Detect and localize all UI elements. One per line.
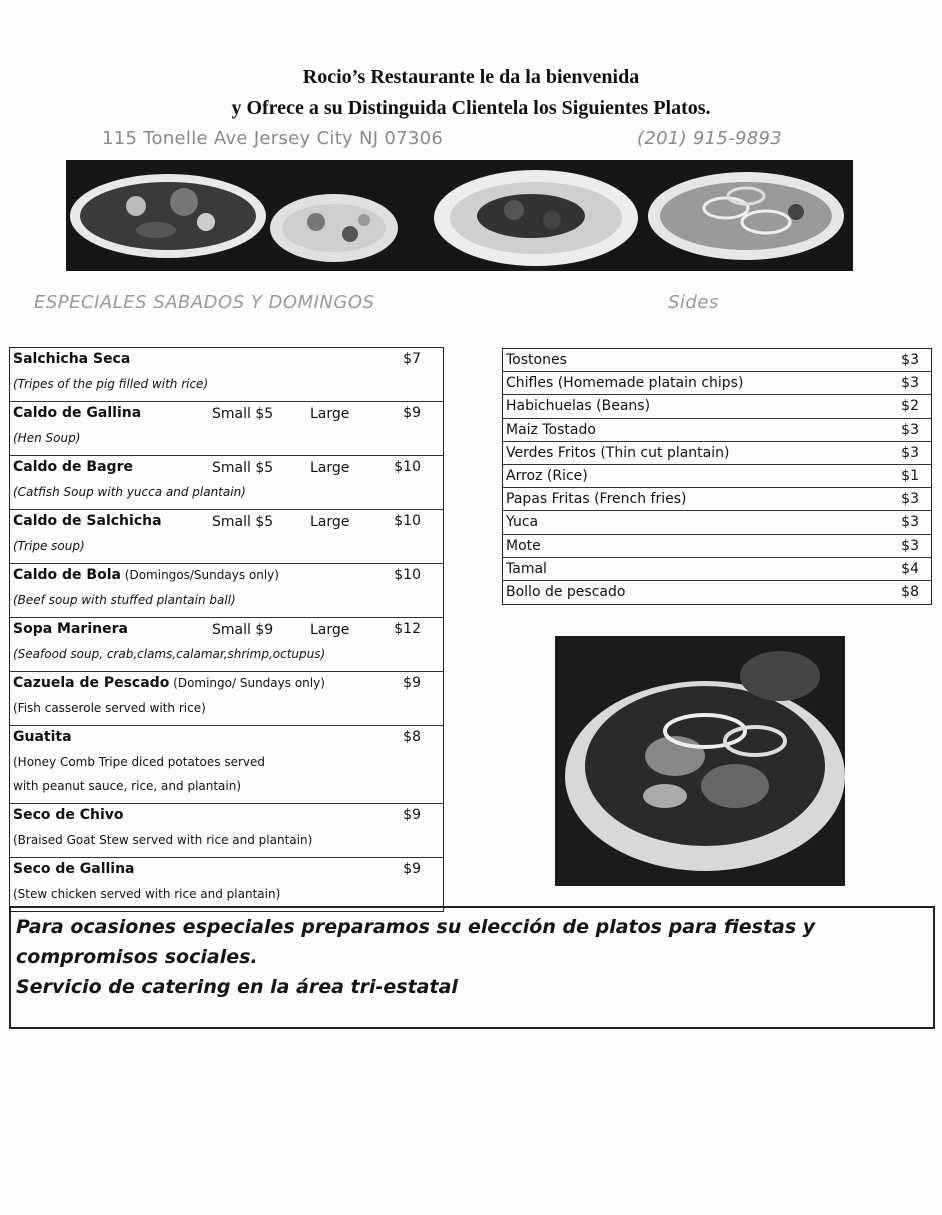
special-price: $9 bbox=[403, 861, 421, 877]
special-description bbox=[10, 426, 443, 455]
special-item bbox=[10, 672, 443, 726]
special-price: $9 bbox=[403, 405, 421, 421]
special-large-label: Large bbox=[310, 460, 350, 476]
special-price: $10 bbox=[394, 459, 421, 475]
special-description bbox=[10, 750, 443, 803]
special-description bbox=[10, 588, 443, 617]
special-name: Cazuela de Pescado (Domingo/ Sundays only) bbox=[13, 675, 325, 691]
special-description-line: (Seafood soup, crab,clams,calamar,shrimp,octupus) bbox=[13, 647, 326, 661]
special-description-line: (Tripe soup) bbox=[13, 539, 85, 553]
side-price: $1 bbox=[901, 467, 919, 484]
side-item bbox=[503, 558, 931, 581]
side-price: $3 bbox=[901, 375, 919, 392]
special-name: Caldo de Bagre bbox=[13, 459, 133, 475]
special-price: $10 bbox=[394, 513, 421, 529]
special-large-label: Large bbox=[310, 514, 350, 530]
side-item bbox=[503, 511, 931, 534]
special-name: Caldo de Gallina bbox=[13, 405, 142, 421]
special-large-label: Large bbox=[310, 622, 350, 638]
special-price: $9 bbox=[403, 675, 421, 691]
special-description-line: (Braised Goat Stew served with rice and plantain) bbox=[13, 833, 313, 847]
special-note: (Domingo/ Sundays only) bbox=[169, 676, 325, 690]
special-price: $12 bbox=[394, 621, 421, 637]
special-description bbox=[10, 534, 443, 563]
catering-line1: Para ocasiones especiales preparamos su elección de platos para fiestas y bbox=[16, 916, 816, 938]
special-small-price: Small $5 bbox=[212, 460, 274, 476]
side-name: Habichuelas (Beans) bbox=[506, 398, 651, 415]
special-name: Caldo de Salchicha bbox=[13, 513, 162, 529]
special-item bbox=[10, 726, 443, 804]
food-banner-image bbox=[66, 160, 853, 271]
side-name: Mote bbox=[506, 537, 541, 554]
catering-line3: Servicio de catering en la área tri-estatal bbox=[16, 976, 458, 998]
side-price: $3 bbox=[901, 421, 919, 438]
special-name: Caldo de Bola (Domingos/Sundays only) bbox=[13, 567, 279, 583]
side-name: Papas Fritas (French fries) bbox=[506, 491, 687, 508]
special-description bbox=[10, 642, 443, 671]
special-description-line: (Hen Soup) bbox=[13, 431, 81, 445]
side-item bbox=[503, 395, 931, 418]
special-item bbox=[10, 858, 443, 911]
side-item bbox=[503, 442, 931, 465]
special-name: Seco de Gallina bbox=[13, 861, 135, 877]
side-name: Tostones bbox=[506, 352, 567, 368]
sides-table bbox=[502, 348, 932, 605]
side-name: Chifles (Homemade platain chips) bbox=[506, 375, 744, 392]
restaurant-phone: (201) 915-9893 bbox=[637, 128, 782, 149]
header-title-line2: y Ofrece a su Distinguida Clientela los Siguientes Platos. bbox=[231, 97, 711, 119]
special-description-line: with peanut sauce, rice, and plantain) bbox=[13, 779, 242, 793]
special-price: $10 bbox=[394, 567, 421, 583]
special-price: $7 bbox=[403, 351, 421, 367]
special-small-price: Small $9 bbox=[212, 622, 274, 638]
side-name: Verdes Fritos (Thin cut plantain) bbox=[506, 444, 730, 461]
special-item bbox=[10, 618, 443, 672]
special-price: $9 bbox=[403, 807, 421, 823]
side-price: $3 bbox=[901, 444, 919, 461]
catering-note bbox=[9, 906, 935, 1029]
side-item bbox=[503, 419, 931, 442]
special-name: Guatita bbox=[13, 729, 72, 745]
special-name: Sopa Marinera bbox=[13, 621, 128, 637]
special-price: $8 bbox=[403, 729, 421, 745]
special-description-line: (Fish casserole served with rice) bbox=[13, 701, 206, 715]
side-price: $4 bbox=[901, 560, 919, 577]
side-item bbox=[503, 349, 931, 372]
special-item bbox=[10, 510, 443, 564]
special-item bbox=[10, 402, 443, 456]
special-item bbox=[10, 564, 443, 618]
header-title-line1: Rocio’s Restaurante le da la bienvenida bbox=[302, 66, 640, 88]
side-price: $2 bbox=[901, 398, 919, 415]
side-price: $3 bbox=[901, 352, 919, 368]
specials-table bbox=[9, 347, 444, 912]
side-name: Maiz Tostado bbox=[506, 421, 596, 438]
special-description bbox=[10, 372, 443, 401]
side-price: $3 bbox=[901, 491, 919, 508]
special-description-line: (Catfish Soup with yucca and plantain) bbox=[13, 485, 246, 499]
side-price: $3 bbox=[901, 537, 919, 554]
side-item bbox=[503, 465, 931, 488]
special-description-line: (Beef soup with stuffed plantain ball) bbox=[13, 593, 236, 607]
side-name: Arroz (Rice) bbox=[506, 467, 588, 484]
side-item bbox=[503, 535, 931, 558]
sides-section-title: Sides bbox=[668, 292, 719, 313]
special-name: Seco de Chivo bbox=[13, 807, 124, 823]
side-price: $3 bbox=[901, 514, 919, 531]
special-description-line: (Stew chicken served with rice and plantain) bbox=[13, 887, 281, 901]
special-description-line: (Honey Comb Tripe diced potatoes served bbox=[13, 755, 265, 769]
side-name: Tamal bbox=[506, 560, 547, 577]
restaurant-address: 115 Tonelle Ave Jersey City NJ 07306 bbox=[102, 128, 444, 149]
special-item bbox=[10, 456, 443, 510]
side-item bbox=[503, 372, 931, 395]
special-item bbox=[10, 804, 443, 858]
catering-line2: compromisos sociales. bbox=[16, 946, 258, 968]
special-description bbox=[10, 828, 443, 857]
special-small-price: Small $5 bbox=[212, 406, 274, 422]
special-name: Salchicha Seca bbox=[13, 351, 131, 367]
special-note: (Domingos/Sundays only) bbox=[120, 568, 279, 582]
side-item bbox=[503, 488, 931, 511]
specials-section-title: ESPECIALES SABADOS Y DOMINGOS bbox=[34, 292, 375, 313]
side-name: Yuca bbox=[506, 514, 539, 531]
special-description-line: (Tripes of the pig filled with rice) bbox=[13, 377, 209, 391]
food-bowl-image bbox=[555, 636, 845, 886]
side-name: Bollo de pescado bbox=[506, 583, 626, 600]
side-item bbox=[503, 581, 931, 604]
special-description bbox=[10, 696, 443, 725]
special-item bbox=[10, 348, 443, 402]
special-description bbox=[10, 480, 443, 509]
special-large-label: Large bbox=[310, 406, 350, 422]
special-small-price: Small $5 bbox=[212, 514, 274, 530]
side-price: $8 bbox=[901, 583, 919, 600]
